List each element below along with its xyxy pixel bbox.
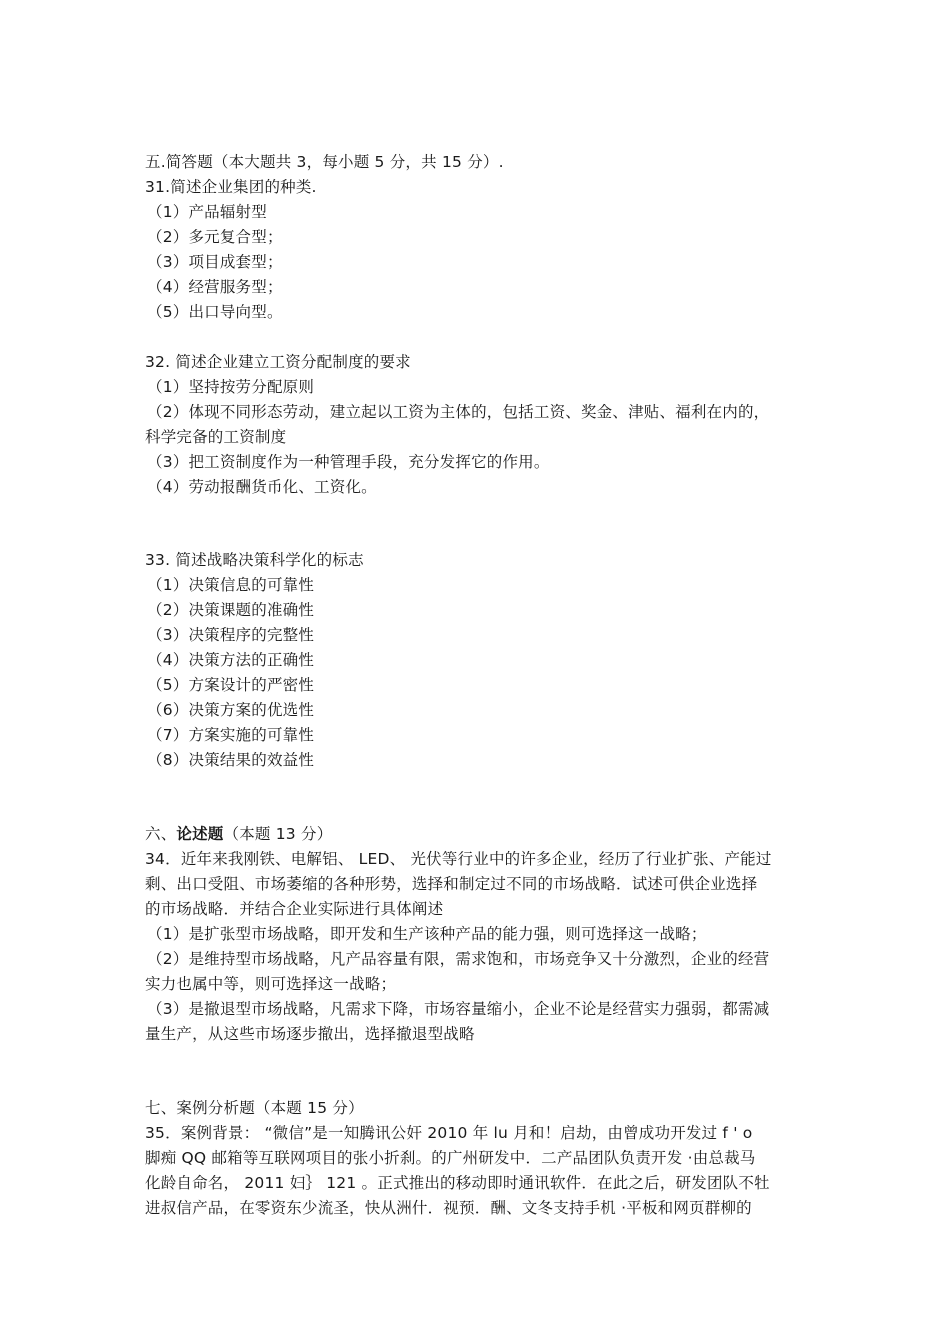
essay-line: 34．近年来我刚铁、电解铝、 LED、 光伏等行业中的许多企业，经历了行业扩张、产能过 [145,850,772,868]
section-6-heading [145,824,825,844]
answer-item-continuation: 科学完备的工资制度 [145,428,287,446]
section-7-heading: 七、案例分析题（本题 15 分） [145,1099,364,1117]
answer-item: （4）劳动报酬货币化、工资化。 [147,478,377,496]
answer-item: （3）决策程序的完整性 [147,626,315,644]
answer-item: （6）决策方案的优选性 [147,701,315,719]
essay-line: （3）是撤退型市场战略，凡需求下降，市场容量缩小，企业不论是经营实力强弱，都需减 [147,1000,770,1018]
answer-item: （1）产品辐射型 [147,203,267,221]
heading-bold: 论述题 [176,825,224,843]
essay-line: 量生产，从这些市场逐步撤出，选择撤退型战略 [145,1025,475,1043]
section-5-heading: 五.简答题（本大题共 3，每小题 5 分，共 15 分）. [145,153,504,171]
essay-line: （1）是扩张型市场战略，即开发和生产该种产品的能力强，则可选择这一战略； [147,925,707,943]
essay-line: 实力也属中等，则可选择这一战略； [145,975,397,993]
case-line: 进叔信产品，在零资东少流圣，快从洲什．视预．酬、文冬支持手机 ·平板和网页群柳的 [145,1199,752,1217]
answer-item: （3）项目成套型； [147,253,283,271]
answer-item: （2）体现不同形态劳动，建立起以工资为主体的，包括工资、奖金、津贴、福利在内的， [147,403,770,421]
answer-item: （3）把工资制度作为一种管理手段，充分发挥它的作用。 [147,453,550,471]
case-line: 35．案例背景： “微信”是一知腾讯公奸 2010 年 lu 月和！启劫，由曾成功开发过 f ' o [145,1124,753,1142]
answer-item: （5）方案设计的严密性 [147,676,315,694]
answer-item: （2）决策课题的准确性 [147,601,315,619]
question-32-title: 32. 简述企业建立工资分配制度的要求 [145,353,411,371]
heading-prefix: 六、 [145,825,177,843]
essay-line: 剩、出口受阻、市场萎缩的各种形势，选择和制定过不同的市场战略．试述可供企业选择 [145,875,758,893]
answer-item: （4）经营服务型； [147,278,283,296]
case-line: 脚痴 QQ 邮箱等互联网项目的张小折刹。的广州研发中．二产品团队负责开发 ·由总裁马 [145,1149,756,1167]
answer-item: （1）坚持按劳分配原则 [147,378,315,396]
essay-line: 的市场战略．并结合企业实际进行具体阐述 [145,900,444,918]
question-31-title: 31.简述企业集团的种类. [145,178,317,196]
case-line: 化龄自命名， 2011 妇｝ 121 。正式推出的移动即时通讯软件．在此之后，研发团队不牡 [145,1174,770,1192]
answer-item: （8）决策结果的效益性 [147,751,315,769]
answer-item: （1）决策信息的可靠性 [147,576,315,594]
essay-line: （2）是维持型市场战略，凡产品容量有限，需求饱和，市场竞争又十分激烈，企业的经营 [147,950,770,968]
answer-item: （4）决策方法的正确性 [147,651,315,669]
heading-suffix: （本题 13 分） [223,825,333,843]
answer-item: （7）方案实施的可靠性 [147,726,315,744]
answer-item: （2）多元复合型； [147,228,283,246]
question-33-title: 33. 简述战略决策科学化的标志 [145,551,364,569]
answer-item: （5）出口导向型。 [147,303,283,321]
